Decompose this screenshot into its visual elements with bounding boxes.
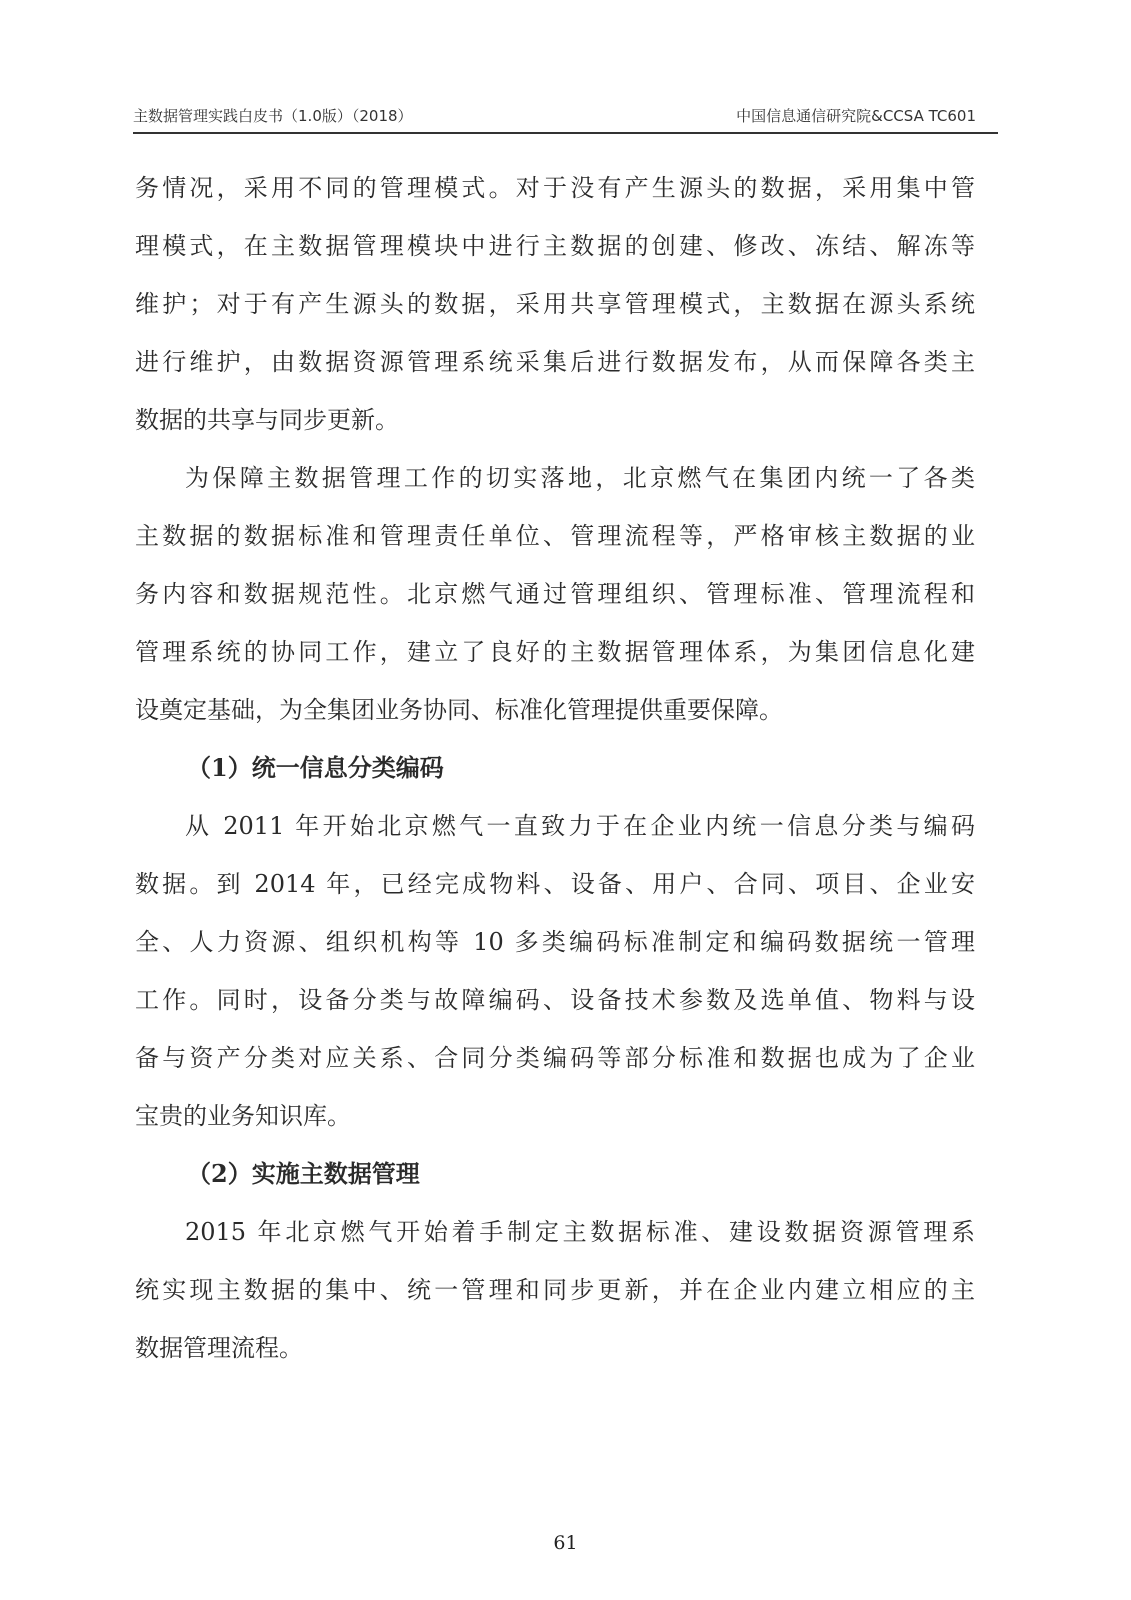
text-line: 主数据的数据标准和管理责任单位、管理流程等，严格审核主数据的业 (135, 522, 975, 550)
paragraph (135, 452, 975, 742)
paragraph (135, 800, 975, 1148)
text-line: 数据。到 2014 年，已经完成物料、设备、用户、合同、项目、企业安 (135, 870, 975, 898)
text-line: 务内容和数据规范性。北京燃气通过管理组织、管理标准、管理流程和 (135, 580, 975, 608)
header-title: 主数据管理实践白皮书（1.0版）（2018） (133, 107, 413, 125)
text-line: 进行维护，由数据资源管理系统采集后进行数据发布，从而保障各类主 (135, 348, 975, 376)
paragraph (135, 162, 975, 452)
text-line: 统实现主数据的集中、统一管理和同步更新，并在企业内建立相应的主 (135, 1276, 975, 1304)
text-line: 设奠定基础，为全集团业务协同、标准化管理提供重要保障。 (135, 696, 783, 724)
text-line: 2015 年北京燃气开始着手制定主数据标准、建设数据资源管理系 (185, 1218, 975, 1246)
page-number: 61 (553, 1532, 578, 1554)
text-line: 全、人力资源、组织机构等 10 多类编码标准制定和编码数据统一管理 (135, 928, 975, 956)
text-line: 维护；对于有产生源头的数据，采用共享管理模式，主数据在源头系统 (135, 290, 975, 318)
text-line: 工作。同时，设备分类与故障编码、设备技术参数及选单值、物料与设 (135, 986, 975, 1014)
section-heading: （2）实施主数据管理 (187, 1159, 420, 1188)
text-line: 理模式，在主数据管理模块中进行主数据的创建、修改、冻结、解冻等 (135, 232, 975, 260)
text-line: 宝贵的业务知识库。 (135, 1102, 351, 1130)
text-line: 数据管理流程。 (135, 1334, 303, 1362)
section-heading: （1）统一信息分类编码 (187, 753, 444, 782)
running-header (133, 102, 998, 134)
text-line: 管理系统的协同工作，建立了良好的主数据管理体系，为集团信息化建 (135, 638, 975, 666)
text-line: 备与资产分类对应关系、合同分类编码等部分标准和数据也成为了企业 (135, 1044, 975, 1072)
text-line: 数据的共享与同步更新。 (135, 406, 399, 434)
paragraph (135, 1206, 975, 1380)
text-line: 从 2011 年开始北京燃气一直致力于在企业内统一信息分类与编码 (185, 812, 975, 840)
header-publisher: 中国信息通信研究院&CCSA TC601 (736, 107, 976, 125)
text-line: 为保障主数据管理工作的切实落地，北京燃气在集团内统一了各类 (185, 464, 975, 492)
page-body (135, 162, 975, 1380)
text-line: 务情况，采用不同的管理模式。对于没有产生源头的数据，采用集中管 (135, 174, 975, 202)
